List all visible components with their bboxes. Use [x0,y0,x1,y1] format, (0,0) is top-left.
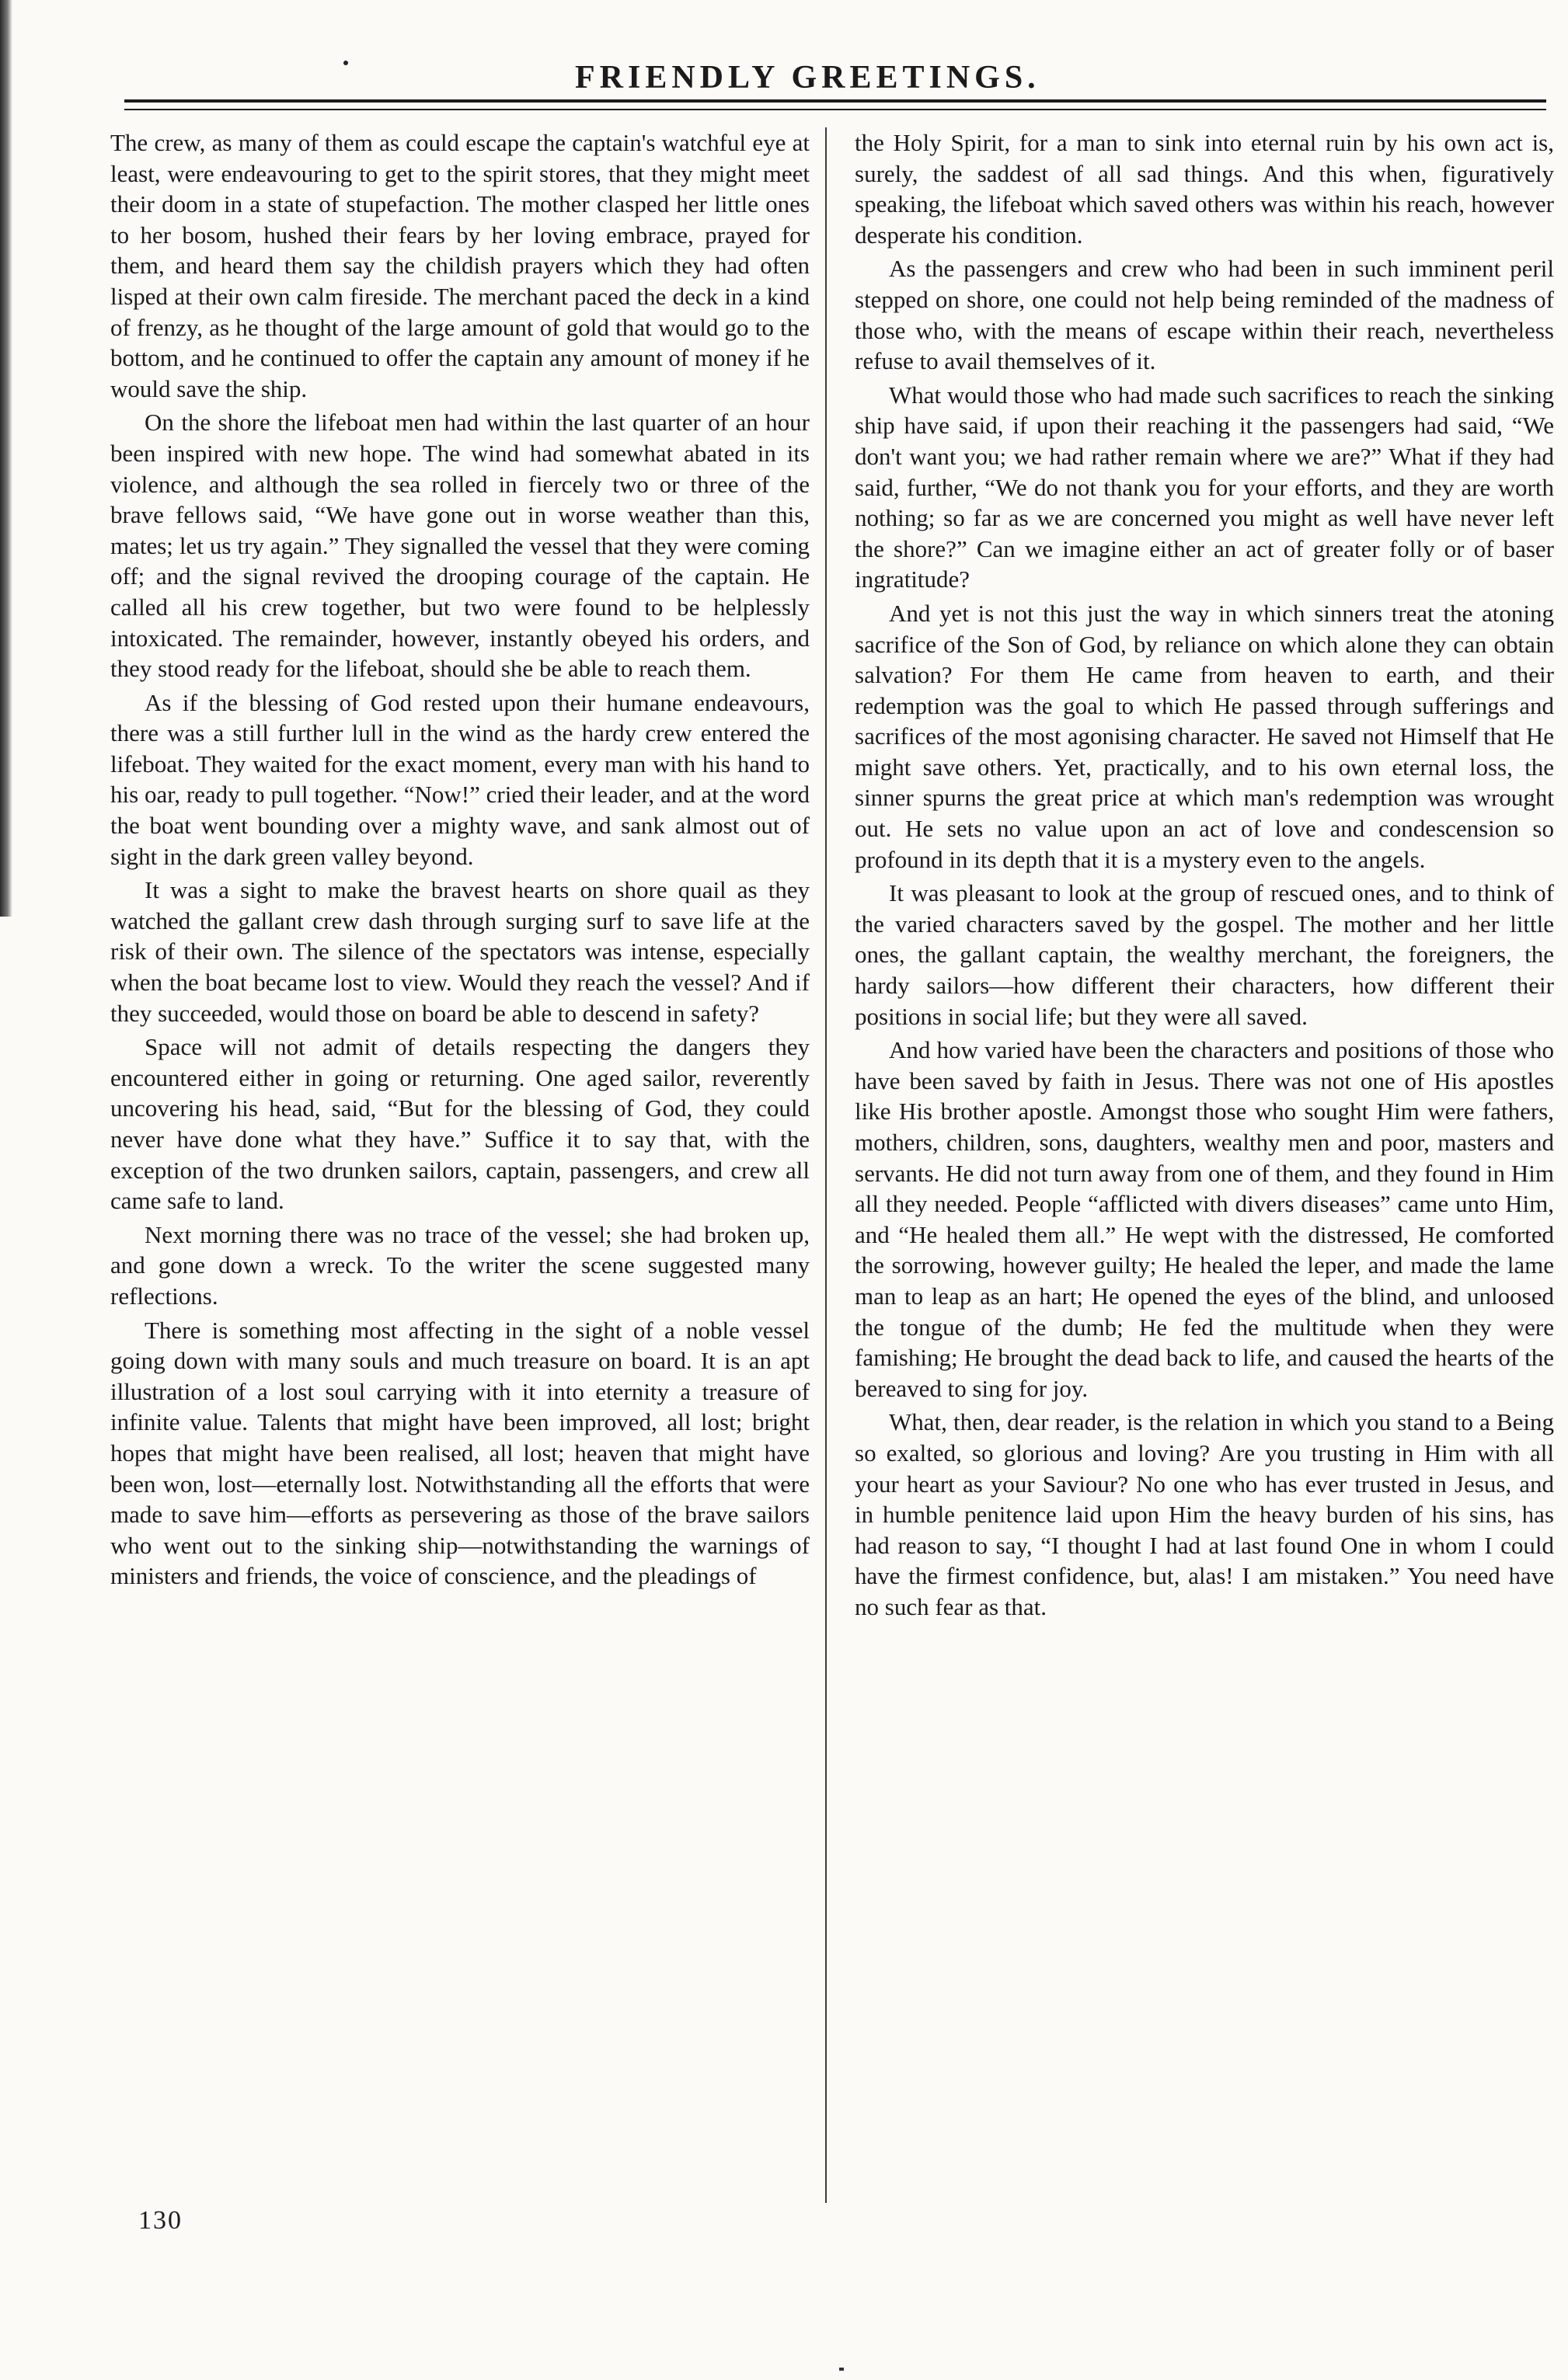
paragraph: There is something most affecting in the sight of a noble vessel going down with many souls and much treasure on board. It is an apt illustration of a lost soul carrying with it into eternity a treasure of infinite value. Talents that might have been improved, all lost; bright hopes that might have been realised, all lost; heaven that might have been won, lost—eternally lost. Notwithstanding all the efforts that were made to save him—efforts as persevering as those of the brave sailors who went out to the sinking ship—notwithstanding the warnings of ministers and friends, the voice of conscience, and the pleadings of [110,1316,810,1590]
paragraph: It was a sight to make the bravest hearts on shore quail as they watched the gallant crew dash through surging surf to save life at the risk of their own. The silence of the spectators was intense, especially when the boat became lost to view. Would they reach the vessel? And if they succeeded, would those on board be able to descend in safety? [110,876,810,1027]
right-column [855,127,1554,1626]
paragraph: It was pleasant to look at the group of rescued ones, and to think of the varied characters saved by the gospel. The mother and her little ones, the gallant captain, the wealthy merchant, the foreigners, the hardy sailors—how different their characters, how different their positions in social life; but they were all saved. [855,879,1554,1030]
paragraph: What, then, dear reader, is the relation in which you stand to a Being so exalted, so glorious and loving? Are you trusting in Him with all your heart as your Saviour? No one who has ever trusted in Jesus, and in humble penitence laid upon Him the heavy burden of his sins, has had reason to say, “I thought I had at last found One in whom I could have the firmest confidence, but, alas! I am mistaken.” You need have no such fear as that. [855,1408,1554,1620]
paragraph: On the shore the lifeboat men had within the last quarter of an hour been inspired with new hope. The wind had somewhat abated in its violence, and although the sea rolled in fiercely two or three of the brave fellows said, “We have gone out in worse weather than this, mates; let us try again.” They signalled the vessel that they were coming off; and the signal revived the drooping courage of the captain. He called all his crew together, but two were found to be helplessly intoxicated. The remainder, however, instantly obeyed his orders, and they stood ready for the lifeboat, should she be able to reach them. [110,409,810,683]
paragraph: As if the blessing of God rested upon their humane endeavours, there was a still further lull in the wind as the hardy crew entered the lifeboat. They waited for the exact moment, every man with his hand to his oar, ready to pull together. “Now!” cried their leader, and at the word the boat went bounding over a mighty wave, and sank almost out of sight in the dark green valley beyond. [110,688,810,870]
header-rule-thick [124,99,1546,103]
column-divider [825,127,827,2203]
header-rule-thin [124,109,1546,110]
page-binding-edge [0,0,12,917]
print-speck [343,61,348,65]
paragraph: the Holy Spirit, for a man to sink into eternal ruin by his own act is, surely, the saddest of all sad things. And this when, figuratively speaking, the lifeboat which saved others was within his reach, however desperate his condition. [855,129,1554,249]
paragraph: Space will not admit of details respecting the dangers they encountered either in going or returning. One aged sailor, reverently uncovering his head, said, “But for the blessing of God, they could never have done what they have.” Suffice it to say that, with the exception of the two drunken sailors, captain, passengers, and crew all came safe to land. [110,1033,810,1215]
paragraph: What would those who had made such sacrifices to reach the sinking ship have said, if upon their reaching it the passengers had said, “We don't want you; we had rather remain where we are?” What if they had said, further, “We do not thank you for your efforts, and they are worth nothing; so far as we are concerned you might as well have never left the shore?” Can we imagine either an act of greater folly or of baser ingratitude? [855,381,1554,593]
paragraph: And how varied have been the characters and positions of those who have been saved by faith in Jesus. There was not one of His apostles like His brother apostle. Amongst those who sought Him were fathers, mothers, children, sons, daughters, wealthy men and poor, masters and servants. He did not turn away from one of them, and they found in Him all they needed. People “afflicted with divers diseases” came unto Him, and “He healed them all.” He wept with the distressed, He comforted the sorrowing, however guilty; He healed the leper, and made the lame man to leap as an hart; He opened the eyes of the blind, and unloosed the tongue of the dumb; He fed the multitude when they were famishing; He brought the dead back to life, and caused the hearts of the bereaved to sing for joy. [855,1036,1554,1402]
paragraph: As the passengers and crew who had been in such imminent peril stepped on shore, one could not help being reminded of the madness of those who, with the means of escape within their reach, nevertheless refuse to avail themselves of it. [855,255,1554,375]
paragraph: The crew, as many of them as could escape the captain's watchful eye at least, were endeavouring to get to the spirit stores, that they might meet their doom in a state of stupefaction. The mother clasped her little ones to her bosom, hushed their fears by her loving embrace, prayed for them, and heard them say the childish prayers which they had often lisped at their own calm fireside. The merchant paced the deck in a kind of frenzy, as he thought of the large amount of gold that would go to the bottom, and he continued to offer the captain any amount of money if he would save the ship. [110,129,810,402]
page-number: 130 [138,2206,183,2235]
running-title: FRIENDLY GREETINGS. [575,60,1040,96]
paragraph: And yet is not this just the way in which sinners treat the atoning sacrifice of the Son of God, by reliance on which alone they can obtain salvation? For them He came from heaven to earth, and their redemption was the goal to which He passed through sufferings and sacrifices of the most agonising character. He saved not Himself that He might save others. Yet, practically, and to his own eternal loss, the sinner spurns the great price at which man's redemption was wrought out. He sets no value upon an act of love and condescension so profound in its depth that it is a mystery even to the angels. [855,599,1554,873]
paragraph: Next morning there was no trace of the vessel; she had broken up, and gone down a wreck. To the writer the scene suggested many reflections. [110,1220,810,1310]
print-speck [839,2368,844,2371]
left-column [110,127,810,1595]
